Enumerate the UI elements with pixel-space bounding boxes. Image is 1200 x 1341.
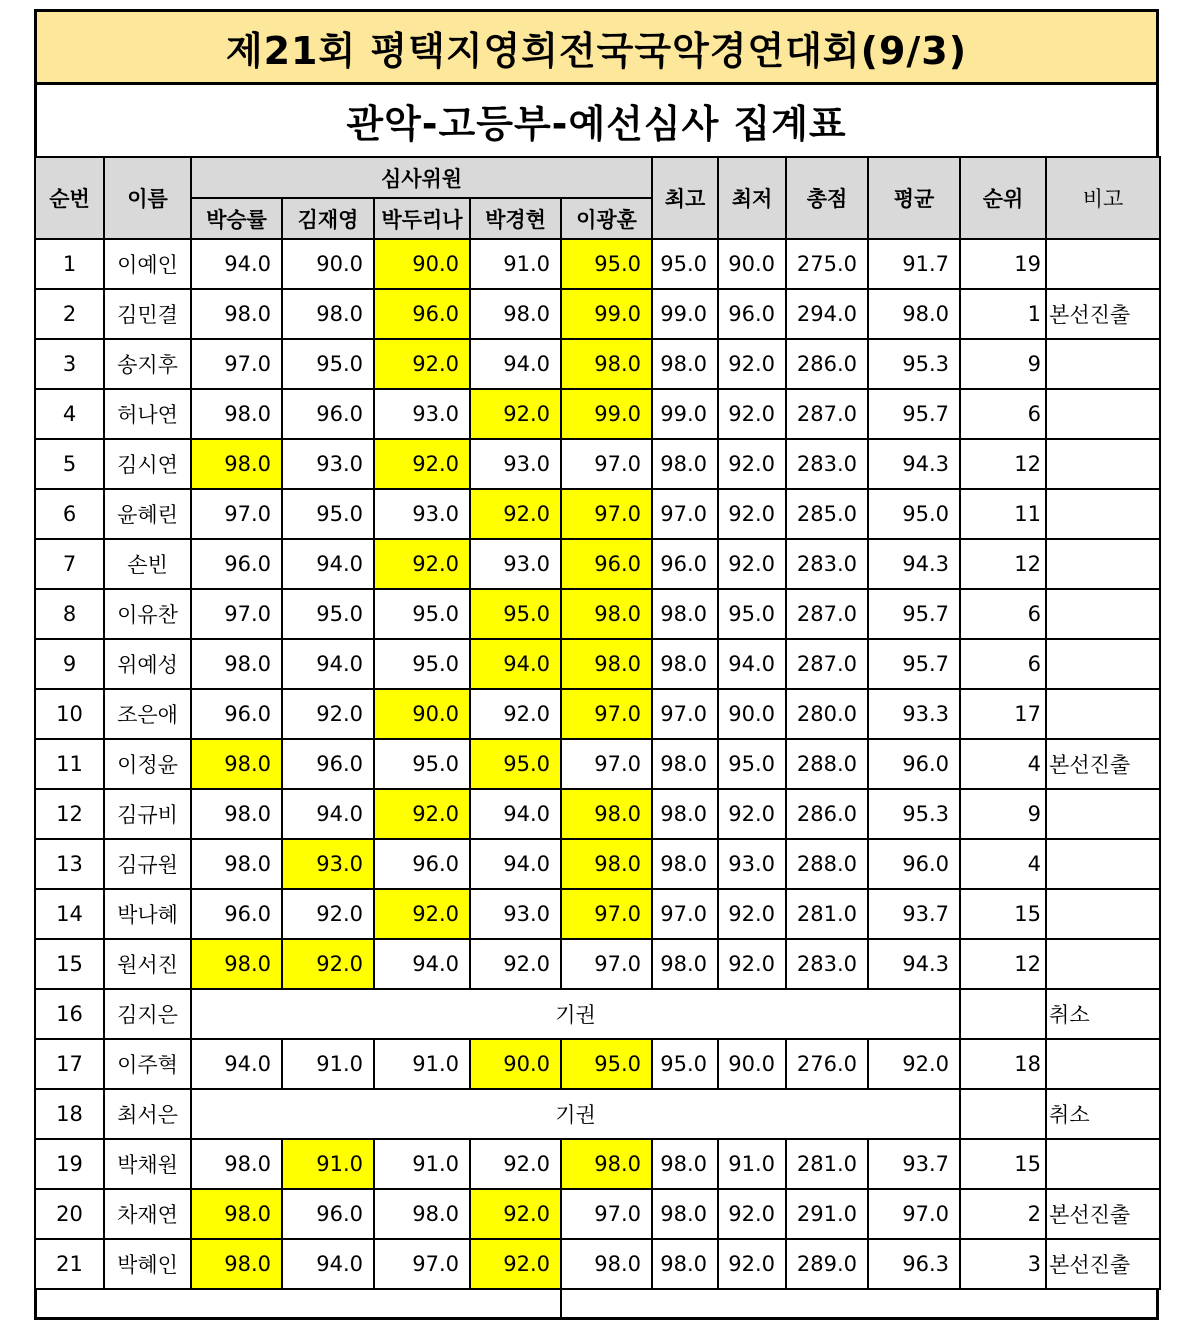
header-judge-1: 박승률: [191, 198, 282, 239]
cell-no: 11: [35, 739, 104, 789]
cell-no: 17: [35, 1039, 104, 1089]
cell-rank: [960, 1089, 1046, 1139]
cell-no: 7: [35, 539, 104, 589]
cell-rank: 12: [960, 539, 1046, 589]
cell-note: 취소: [1046, 989, 1160, 1039]
cell-judge-score: 92.0: [470, 389, 561, 439]
cell-min: 93.0: [718, 839, 786, 889]
cell-total: 288.0: [786, 839, 868, 889]
cell-judge-score: 98.0: [191, 1189, 282, 1239]
cell-max: 98.0: [652, 739, 718, 789]
cell-total: 275.0: [786, 239, 868, 289]
cell-judge-score: 97.0: [561, 939, 652, 989]
cell-rank: 15: [960, 889, 1046, 939]
cell-total: 289.0: [786, 1239, 868, 1289]
cell-name: 박채원: [104, 1139, 191, 1189]
cell-avg: 93.7: [868, 889, 960, 939]
cell-judge-score: 94.0: [470, 639, 561, 689]
cell-judge-score: 98.0: [282, 289, 374, 339]
cell-name: 조은애: [104, 689, 191, 739]
cell-judge-score: 92.0: [470, 939, 561, 989]
cell-note: [1046, 339, 1160, 389]
cell-total: 283.0: [786, 939, 868, 989]
cell-judge-score: 94.0: [282, 789, 374, 839]
cell-avg: 94.3: [868, 439, 960, 489]
cell-max: 98.0: [652, 339, 718, 389]
cell-no: 8: [35, 589, 104, 639]
table-row: [35, 339, 1160, 389]
cell-rank: 15: [960, 1139, 1046, 1189]
cell-name: 허나연: [104, 389, 191, 439]
cell-judge-score: 91.0: [374, 1139, 470, 1189]
header-total: 총점: [786, 157, 868, 239]
cell-judge-score: 93.0: [470, 889, 561, 939]
cell-min: 92.0: [718, 939, 786, 989]
table-row: [35, 539, 1160, 589]
document-subtitle: 관악-고등부-예선심사 집계표: [34, 82, 1159, 156]
cell-judge-score: 92.0: [282, 689, 374, 739]
cell-avg: 96.3: [868, 1239, 960, 1289]
cell-judge-score: 95.0: [561, 1039, 652, 1089]
cell-judge-score: 96.0: [191, 889, 282, 939]
cell-min: 91.0: [718, 1139, 786, 1189]
cell-total: 287.0: [786, 589, 868, 639]
cell-note: [1046, 539, 1160, 589]
cell-max: 98.0: [652, 589, 718, 639]
document-title: 제21회 평택지영희전국국악경연대회(9/3): [34, 9, 1159, 82]
cell-judge-score: 92.0: [470, 1139, 561, 1189]
cell-no: 6: [35, 489, 104, 539]
cell-judge-score: 96.0: [282, 739, 374, 789]
cell-note: [1046, 1039, 1160, 1089]
table-row: [35, 1139, 1160, 1189]
cell-judge-score: 94.0: [191, 1039, 282, 1089]
cell-judge-score: 98.0: [561, 639, 652, 689]
cell-note: 본선진출: [1046, 289, 1160, 339]
cell-rank: 3: [960, 1239, 1046, 1289]
cell-rank: 6: [960, 639, 1046, 689]
cell-judge-score: 96.0: [282, 1189, 374, 1239]
score-sheet: [34, 9, 1159, 1320]
cell-note: 본선진출: [1046, 1189, 1160, 1239]
header-judge-5: 이광훈: [561, 198, 652, 239]
cell-judge-score: 93.0: [374, 389, 470, 439]
cell-judge-score: 92.0: [282, 939, 374, 989]
cell-max: 98.0: [652, 789, 718, 839]
cell-judge-score: 98.0: [191, 639, 282, 689]
cell-rank: 19: [960, 239, 1046, 289]
cell-name: 송지후: [104, 339, 191, 389]
cell-name: 박나혜: [104, 889, 191, 939]
cell-judge-score: 98.0: [191, 789, 282, 839]
cell-avg: 96.0: [868, 839, 960, 889]
cell-judge-score: 96.0: [191, 689, 282, 739]
cell-judge-score: 97.0: [191, 589, 282, 639]
cell-max: 98.0: [652, 639, 718, 689]
cell-judge-score: 91.0: [282, 1139, 374, 1189]
cell-avg: 91.7: [868, 239, 960, 289]
cell-note: [1046, 389, 1160, 439]
cell-no: 1: [35, 239, 104, 289]
table-row: [35, 239, 1160, 289]
cell-name: 차재연: [104, 1189, 191, 1239]
cell-name: 이유찬: [104, 589, 191, 639]
cell-name: 김규원: [104, 839, 191, 889]
cell-withdrawn: 기권: [191, 989, 960, 1039]
cell-judge-score: 92.0: [470, 689, 561, 739]
cell-no: 20: [35, 1189, 104, 1239]
cell-rank: 11: [960, 489, 1046, 539]
table-row: [35, 639, 1160, 689]
cell-avg: 94.3: [868, 939, 960, 989]
cell-judge-score: 90.0: [374, 689, 470, 739]
cell-name: 김민결: [104, 289, 191, 339]
cell-avg: 96.0: [868, 739, 960, 789]
cell-judge-score: 97.0: [561, 889, 652, 939]
score-table: [34, 156, 1161, 1290]
cell-max: 98.0: [652, 1189, 718, 1239]
cell-judge-score: 90.0: [282, 239, 374, 289]
cell-judge-score: 92.0: [282, 889, 374, 939]
cell-judge-score: 97.0: [191, 489, 282, 539]
cell-judge-score: 98.0: [191, 289, 282, 339]
cell-note: [1046, 239, 1160, 289]
table-row: [35, 1239, 1160, 1289]
cell-judge-score: 96.0: [374, 289, 470, 339]
cell-avg: 97.0: [868, 1189, 960, 1239]
cell-judge-score: 98.0: [191, 1139, 282, 1189]
cell-judge-score: 91.0: [374, 1039, 470, 1089]
header-rank: 순위: [960, 157, 1046, 239]
cell-note: 본선진출: [1046, 1239, 1160, 1289]
cell-avg: 95.7: [868, 639, 960, 689]
cell-avg: 92.0: [868, 1039, 960, 1089]
cell-max: 97.0: [652, 689, 718, 739]
cell-avg: 93.3: [868, 689, 960, 739]
cell-name: 김지은: [104, 989, 191, 1039]
cell-avg: 94.3: [868, 539, 960, 589]
cell-judge-score: 97.0: [374, 1239, 470, 1289]
cell-judge-score: 94.0: [282, 1239, 374, 1289]
cell-judge-score: 92.0: [470, 1189, 561, 1239]
table-row: [35, 289, 1160, 339]
cell-judge-score: 94.0: [470, 839, 561, 889]
cell-total: 283.0: [786, 539, 868, 589]
cell-note: [1046, 939, 1160, 989]
header-judges-group: 심사위원: [191, 157, 652, 198]
cell-no: 9: [35, 639, 104, 689]
cell-no: 15: [35, 939, 104, 989]
cell-judge-score: 98.0: [374, 1189, 470, 1239]
cell-judge-score: 92.0: [374, 889, 470, 939]
cell-judge-score: 92.0: [470, 1239, 561, 1289]
cell-name: 위예성: [104, 639, 191, 689]
cell-total: 281.0: [786, 1139, 868, 1189]
cell-no: 21: [35, 1239, 104, 1289]
cell-avg: 93.7: [868, 1139, 960, 1189]
cell-judge-score: 95.0: [374, 739, 470, 789]
cell-no: 10: [35, 689, 104, 739]
cell-judge-score: 93.0: [470, 439, 561, 489]
header-name: 이름: [104, 157, 191, 239]
table-row: [35, 839, 1160, 889]
cell-judge-score: 97.0: [561, 739, 652, 789]
cell-rank: 6: [960, 589, 1046, 639]
header-judge-3: 박두리나: [374, 198, 470, 239]
cell-max: 98.0: [652, 839, 718, 889]
cell-total: 288.0: [786, 739, 868, 789]
cell-total: 280.0: [786, 689, 868, 739]
cell-judge-score: 94.0: [282, 539, 374, 589]
cell-rank: 6: [960, 389, 1046, 439]
cell-no: 16: [35, 989, 104, 1039]
cell-note: [1046, 689, 1160, 739]
cell-judge-score: 95.0: [282, 589, 374, 639]
cell-judge-score: 94.0: [282, 639, 374, 689]
cell-rank: 9: [960, 789, 1046, 839]
cell-name: 이정윤: [104, 739, 191, 789]
cell-max: 98.0: [652, 1239, 718, 1289]
cell-judge-score: 95.0: [561, 239, 652, 289]
header-judge-4: 박경현: [470, 198, 561, 239]
score-table-body: [35, 239, 1160, 1289]
cell-avg: 95.3: [868, 339, 960, 389]
cell-max: 98.0: [652, 939, 718, 989]
cell-rank: 4: [960, 739, 1046, 789]
cell-judge-score: 95.0: [470, 589, 561, 639]
cell-min: 92.0: [718, 539, 786, 589]
cell-name: 박혜인: [104, 1239, 191, 1289]
cell-judge-score: 92.0: [374, 339, 470, 389]
cell-rank: 9: [960, 339, 1046, 389]
cell-judge-score: 94.0: [191, 239, 282, 289]
cell-judge-score: 98.0: [561, 839, 652, 889]
cell-note: [1046, 889, 1160, 939]
cell-judge-score: 93.0: [374, 489, 470, 539]
cell-min: 92.0: [718, 489, 786, 539]
cell-min: 96.0: [718, 289, 786, 339]
cell-no: 12: [35, 789, 104, 839]
header-judge-2: 김재영: [282, 198, 374, 239]
cell-judge-score: 95.0: [470, 739, 561, 789]
cell-name: 윤혜린: [104, 489, 191, 539]
cell-judge-score: 98.0: [191, 439, 282, 489]
cell-avg: 95.7: [868, 389, 960, 439]
cell-max: 99.0: [652, 289, 718, 339]
cell-min: 90.0: [718, 689, 786, 739]
cell-judge-score: 98.0: [191, 839, 282, 889]
table-row: [35, 739, 1160, 789]
cell-name: 원서진: [104, 939, 191, 989]
cell-judge-score: 97.0: [561, 439, 652, 489]
cell-note: [1046, 1139, 1160, 1189]
cell-judge-score: 92.0: [374, 439, 470, 489]
cell-judge-score: 98.0: [191, 389, 282, 439]
cell-min: 90.0: [718, 1039, 786, 1089]
cell-total: 287.0: [786, 389, 868, 439]
cell-judge-score: 90.0: [470, 1039, 561, 1089]
cell-avg: 95.7: [868, 589, 960, 639]
cell-min: 92.0: [718, 889, 786, 939]
cell-judge-score: 93.0: [282, 439, 374, 489]
cell-rank: 17: [960, 689, 1046, 739]
cell-judge-score: 98.0: [470, 289, 561, 339]
cell-judge-score: 93.0: [470, 539, 561, 589]
cell-total: 287.0: [786, 639, 868, 689]
cell-total: 291.0: [786, 1189, 868, 1239]
cell-total: 276.0: [786, 1039, 868, 1089]
cell-max: 97.0: [652, 489, 718, 539]
cell-name: 김시연: [104, 439, 191, 489]
cell-no: 2: [35, 289, 104, 339]
cell-min: 92.0: [718, 789, 786, 839]
cell-judge-score: 97.0: [561, 489, 652, 539]
table-row: [35, 1189, 1160, 1239]
table-row: [35, 489, 1160, 539]
cell-min: 92.0: [718, 1189, 786, 1239]
cell-note: [1046, 589, 1160, 639]
cell-total: 281.0: [786, 889, 868, 939]
cell-total: 294.0: [786, 289, 868, 339]
cell-withdrawn: 기권: [191, 1089, 960, 1139]
cell-no: 3: [35, 339, 104, 389]
cell-judge-score: 98.0: [561, 789, 652, 839]
table-row: [35, 589, 1160, 639]
cell-judge-score: 92.0: [374, 789, 470, 839]
cell-judge-score: 99.0: [561, 289, 652, 339]
cell-judge-score: 96.0: [561, 539, 652, 589]
cell-total: 283.0: [786, 439, 868, 489]
table-row: [35, 1089, 1160, 1139]
header-note: 비고: [1046, 157, 1160, 239]
cell-note: 취소: [1046, 1089, 1160, 1139]
cell-avg: 95.3: [868, 789, 960, 839]
header-avg: 평균: [868, 157, 960, 239]
cell-judge-score: 97.0: [561, 689, 652, 739]
cell-min: 95.0: [718, 589, 786, 639]
cell-rank: [960, 989, 1046, 1039]
cell-note: [1046, 489, 1160, 539]
cell-judge-score: 94.0: [470, 789, 561, 839]
cell-max: 98.0: [652, 1139, 718, 1189]
cell-note: 본선진출: [1046, 739, 1160, 789]
cell-no: 13: [35, 839, 104, 889]
cell-name: 이예인: [104, 239, 191, 289]
cell-no: 5: [35, 439, 104, 489]
cell-max: 97.0: [652, 889, 718, 939]
cell-no: 4: [35, 389, 104, 439]
cell-judge-score: 92.0: [470, 489, 561, 539]
cell-rank: 12: [960, 439, 1046, 489]
cell-max: 99.0: [652, 389, 718, 439]
cell-avg: 98.0: [868, 289, 960, 339]
cell-note: [1046, 839, 1160, 889]
cell-judge-score: 97.0: [191, 339, 282, 389]
cell-judge-score: 95.0: [282, 489, 374, 539]
table-footer-strip: [34, 1290, 1159, 1320]
cell-min: 94.0: [718, 639, 786, 689]
cell-judge-score: 90.0: [374, 239, 470, 289]
cell-judge-score: 98.0: [191, 1239, 282, 1289]
cell-judge-score: 96.0: [191, 539, 282, 589]
cell-judge-score: 91.0: [282, 1039, 374, 1089]
cell-rank: 18: [960, 1039, 1046, 1089]
cell-total: 286.0: [786, 339, 868, 389]
cell-max: 98.0: [652, 439, 718, 489]
cell-judge-score: 94.0: [470, 339, 561, 389]
table-row: [35, 439, 1160, 489]
cell-judge-score: 99.0: [561, 389, 652, 439]
cell-total: 286.0: [786, 789, 868, 839]
table-row: [35, 689, 1160, 739]
cell-judge-score: 98.0: [191, 939, 282, 989]
cell-min: 95.0: [718, 739, 786, 789]
cell-name: 이주혁: [104, 1039, 191, 1089]
table-row: [35, 889, 1160, 939]
cell-judge-score: 98.0: [561, 339, 652, 389]
cell-min: 90.0: [718, 239, 786, 289]
cell-max: 95.0: [652, 239, 718, 289]
cell-judge-score: 95.0: [374, 589, 470, 639]
cell-judge-score: 93.0: [282, 839, 374, 889]
cell-min: 92.0: [718, 339, 786, 389]
cell-max: 96.0: [652, 539, 718, 589]
cell-note: [1046, 789, 1160, 839]
cell-min: 92.0: [718, 389, 786, 439]
table-row: [35, 1039, 1160, 1089]
cell-judge-score: 94.0: [374, 939, 470, 989]
header-row-1: [35, 157, 1160, 198]
table-row: [35, 989, 1160, 1039]
cell-judge-score: 95.0: [374, 639, 470, 689]
cell-judge-score: 97.0: [561, 1189, 652, 1239]
cell-judge-score: 98.0: [561, 1139, 652, 1189]
cell-judge-score: 91.0: [470, 239, 561, 289]
cell-note: [1046, 639, 1160, 689]
cell-judge-score: 96.0: [374, 839, 470, 889]
cell-judge-score: 98.0: [561, 1239, 652, 1289]
cell-judge-score: 92.0: [374, 539, 470, 589]
cell-rank: 4: [960, 839, 1046, 889]
cell-no: 19: [35, 1139, 104, 1189]
cell-rank: 1: [960, 289, 1046, 339]
cell-total: 285.0: [786, 489, 868, 539]
cell-judge-score: 98.0: [561, 589, 652, 639]
cell-min: 92.0: [718, 439, 786, 489]
cell-rank: 12: [960, 939, 1046, 989]
cell-min: 92.0: [718, 1239, 786, 1289]
cell-rank: 2: [960, 1189, 1046, 1239]
cell-max: 95.0: [652, 1039, 718, 1089]
table-row: [35, 789, 1160, 839]
cell-name: 김규비: [104, 789, 191, 839]
header-min: 최저: [718, 157, 786, 239]
cell-name: 손빈: [104, 539, 191, 589]
cell-note: [1046, 439, 1160, 489]
table-row: [35, 389, 1160, 439]
cell-no: 18: [35, 1089, 104, 1139]
cell-judge-score: 96.0: [282, 389, 374, 439]
header-max: 최고: [652, 157, 718, 239]
cell-name: 최서은: [104, 1089, 191, 1139]
cell-no: 14: [35, 889, 104, 939]
header-no: 순번: [35, 157, 104, 239]
cell-judge-score: 95.0: [282, 339, 374, 389]
table-row: [35, 939, 1160, 989]
cell-avg: 95.0: [868, 489, 960, 539]
cell-judge-score: 98.0: [191, 739, 282, 789]
